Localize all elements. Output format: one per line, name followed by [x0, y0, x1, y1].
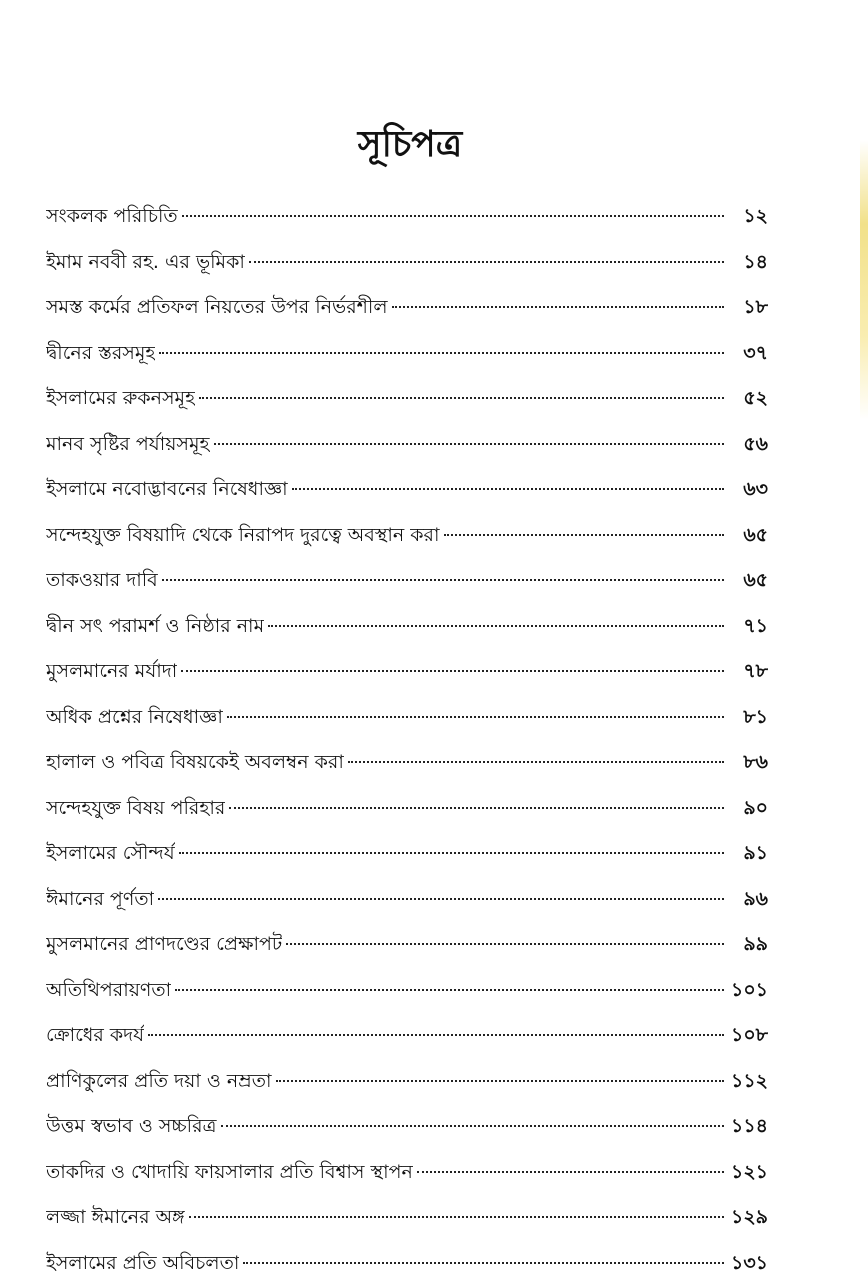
- toc-entry-title: দ্বীন সৎ পরামর্শ ও নিষ্ঠার নাম: [46, 604, 264, 650]
- toc-entry: [46, 513, 768, 559]
- dot-leader: [444, 534, 724, 536]
- dot-leader: [227, 716, 724, 718]
- toc-entry: [46, 331, 768, 377]
- toc-entry-page-number: ১২১: [728, 1150, 768, 1196]
- toc-entry: [46, 1013, 768, 1059]
- dot-leader: [148, 1034, 724, 1036]
- dot-leader: [182, 215, 724, 217]
- toc-entry: [46, 649, 768, 695]
- toc-entry: [46, 1195, 768, 1241]
- toc-entry: [46, 376, 768, 422]
- toc-entry: [46, 968, 768, 1014]
- toc-entry-page-number: ৯৬: [728, 877, 768, 923]
- dot-leader: [417, 1171, 724, 1173]
- toc-entry-title: সন্দেহযুক্ত বিষয়াদি থেকে নিরাপদ দুরত্বে অবস্থান করা: [46, 513, 440, 559]
- toc-entry-page-number: ৬৩: [728, 467, 768, 513]
- dot-leader: [181, 670, 724, 672]
- dot-leader: [179, 852, 724, 854]
- toc-entry-page-number: ১০৮: [728, 1013, 768, 1059]
- toc-entry-page-number: ৬৫: [728, 513, 768, 559]
- dot-leader: [175, 989, 724, 991]
- toc-entry-title: উত্তম স্বভাব ও সচ্চরিত্র: [46, 1104, 217, 1150]
- toc-entry-title: ইসলামের রুকনসমূহ: [46, 376, 195, 422]
- toc-entry: [46, 1104, 768, 1150]
- dot-leader: [214, 443, 724, 445]
- toc-entry: [46, 922, 768, 968]
- toc-entry-page-number: ১২: [728, 194, 768, 240]
- toc-entry-title: সংকলক পরিচিতি: [46, 194, 178, 240]
- toc-entry-page-number: ১১২: [728, 1059, 768, 1105]
- toc-entry-page-number: ১০১: [728, 968, 768, 1014]
- page-title: সূচিপত্র: [0, 120, 820, 170]
- toc-entry-title: অতিথিপরায়ণতা: [46, 968, 171, 1014]
- toc-entry-page-number: ৯১: [728, 831, 768, 877]
- toc-entry-title: ইসলামে নবোদ্ভাবনের নিষেধাজ্ঞা: [46, 467, 288, 513]
- dot-leader: [199, 397, 724, 399]
- toc-entry-page-number: ৭১: [728, 604, 768, 650]
- toc-entry: [46, 1241, 768, 1286]
- toc-entry-page-number: ৯৯: [728, 922, 768, 968]
- dot-leader: [268, 625, 724, 627]
- page-edge-stain: [860, 140, 868, 420]
- toc-entry-title: ইমাম নববী রহ. এর ভূমিকা: [46, 240, 245, 286]
- toc-entry-page-number: ৭৮: [728, 649, 768, 695]
- toc-entry-title: অধিক প্রশ্নের নিষেধাজ্ঞা: [46, 695, 223, 741]
- toc-entry-title: লজ্জা ঈমানের অঙ্গ: [46, 1195, 185, 1241]
- dot-leader: [286, 943, 724, 945]
- dot-leader: [249, 261, 724, 263]
- toc-entry-page-number: ৫২: [728, 376, 768, 422]
- dot-leader: [348, 761, 724, 763]
- dot-leader: [221, 1125, 725, 1127]
- toc-entry: [46, 695, 768, 741]
- toc-entry-title: তাকদির ও খোদায়ি ফায়সালার প্রতি বিশ্বাস স্থাপন: [46, 1150, 413, 1196]
- toc-entry-title: তাকওয়ার দাবি: [46, 558, 158, 604]
- toc-entry-page-number: ১৪: [728, 240, 768, 286]
- dot-leader: [229, 807, 724, 809]
- dot-leader: [276, 1080, 725, 1082]
- toc-entry: [46, 877, 768, 923]
- toc-entry-title: মুসলমানের প্রাণদণ্ডের প্রেক্ষাপট: [46, 922, 282, 968]
- toc-entry-page-number: ৮১: [728, 695, 768, 741]
- toc-entry: [46, 240, 768, 286]
- toc-entry: [46, 786, 768, 832]
- toc-entry-title: ক্রোধের কদর্য: [46, 1013, 144, 1059]
- toc-entry: [46, 1150, 768, 1196]
- toc-entry-page-number: ৯০: [728, 786, 768, 832]
- toc-entry: [46, 740, 768, 786]
- toc-entry: [46, 285, 768, 331]
- toc-entry-page-number: ৫৬: [728, 422, 768, 468]
- toc-entry-page-number: ১৩১: [728, 1241, 768, 1286]
- toc-entry: [46, 558, 768, 604]
- toc-entry: [46, 1059, 768, 1105]
- toc-entry-title: ইসলামের প্রতি অবিচলতা: [46, 1241, 239, 1286]
- toc-entry-title: হালাল ও পবিত্র বিষয়কেই অবলম্বন করা: [46, 740, 344, 786]
- toc-entry-title: ইসলামের সৌন্দর্য: [46, 831, 175, 877]
- toc-entry-page-number: ১১৪: [728, 1104, 768, 1150]
- toc-entry-title: ঈমানের পূর্ণতা: [46, 877, 154, 923]
- toc-entry: [46, 194, 768, 240]
- toc-entry: [46, 604, 768, 650]
- dot-leader: [392, 306, 725, 308]
- toc-entry-page-number: ৬৫: [728, 558, 768, 604]
- toc-entry-title: মুসলমানের মর্যাদা: [46, 649, 177, 695]
- toc-entry-title: মানব সৃষ্টির পর্যায়সমূহ: [46, 422, 210, 468]
- table-of-contents: [46, 194, 768, 1286]
- toc-entry: [46, 422, 768, 468]
- dot-leader: [189, 1216, 724, 1218]
- toc-entry-title: সন্দেহযুক্ত বিষয় পরিহার: [46, 786, 225, 832]
- toc-entry: [46, 467, 768, 513]
- toc-entry-title: সমস্ত কর্মের প্রতিফল নিয়তের উপর নির্ভরশীল: [46, 285, 388, 331]
- toc-entry-page-number: ১২৯: [728, 1195, 768, 1241]
- dot-leader: [158, 898, 724, 900]
- toc-entry-page-number: ৩৭: [728, 331, 768, 377]
- dot-leader: [162, 579, 724, 581]
- toc-entry-title: দ্বীনের স্তরসমূহ: [46, 331, 155, 377]
- dot-leader: [292, 488, 724, 490]
- toc-entry-title: প্রাণিকুলের প্রতি দয়া ও নম্রতা: [46, 1059, 272, 1105]
- toc-entry: [46, 831, 768, 877]
- toc-entry-page-number: ১৮: [728, 285, 768, 331]
- dot-leader: [243, 1262, 724, 1264]
- dot-leader: [159, 352, 724, 354]
- toc-entry-page-number: ৮৬: [728, 740, 768, 786]
